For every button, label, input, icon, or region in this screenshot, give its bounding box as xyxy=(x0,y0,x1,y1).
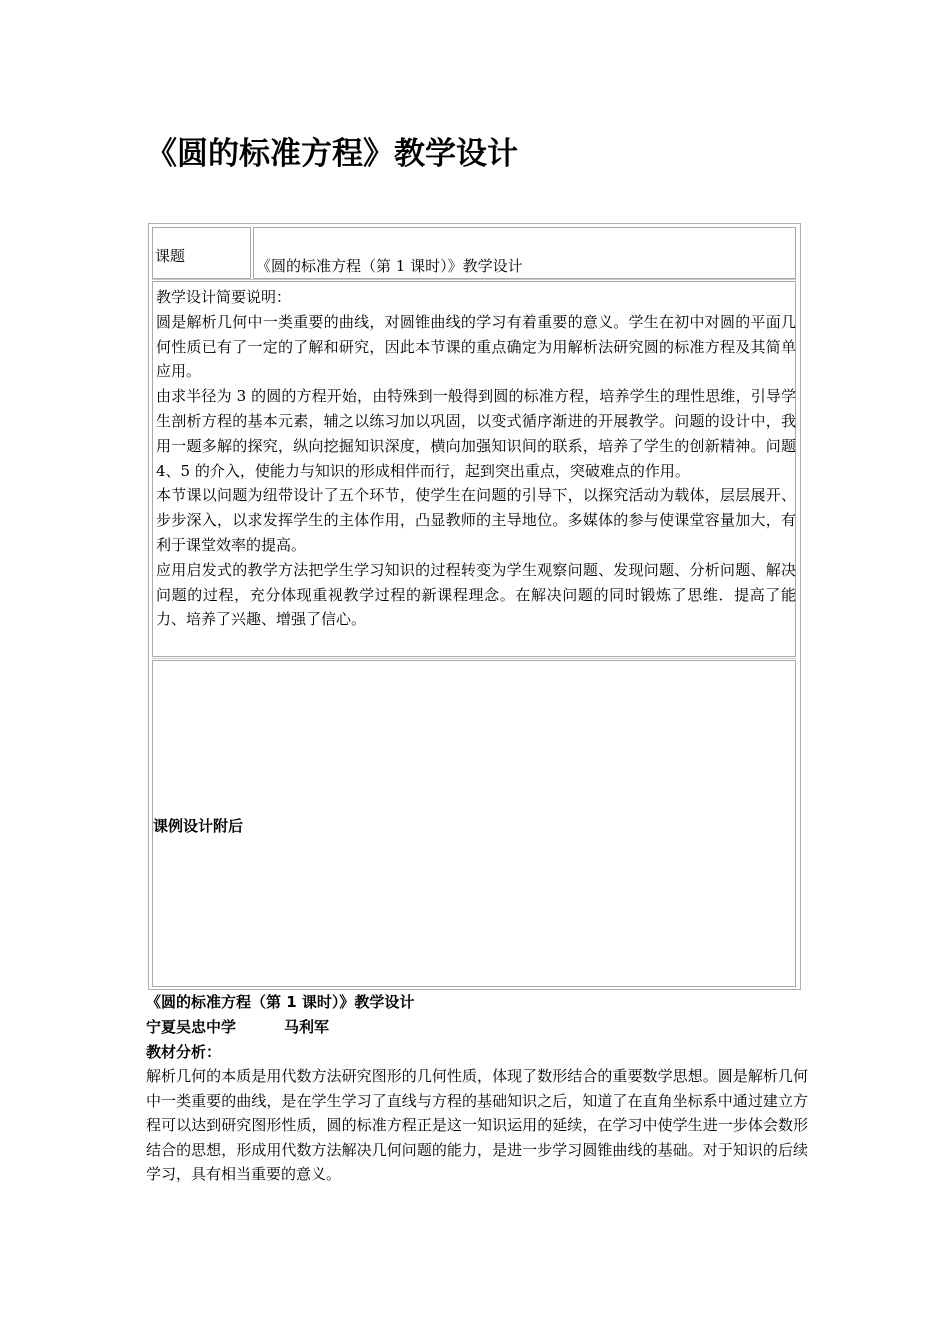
description-paragraph-3: 本节课以问题为纽带设计了五个环节，使学生在问题的引导下，以探究活动为载体，层层展开、步步深入，以求发挥学生的主体作用，凸显教师的主导地位。多媒体的参与使课堂容量加大，有利于课堂效率的提高。 xyxy=(156,486,796,554)
appendix-cell xyxy=(152,660,796,987)
analysis-text: 解析几何的本质是用代数方法研究图形的几何性质，体现了数形结合的重要数学思想。圆是解析几何中一类重要的曲线，是在学生学习了直线与方程的基础知识之后，知道了在直角坐标系中通过建立方程可以达到研究图形性质，圆的标准方程正是这一知识运用的延续，在学习中使学生进一步体会数形结合的思想，形成用代数方法解决几何问题的能力，是进一步学习圆锥曲线的基础。对于知识的后续学习，具有相当重要的意义。 xyxy=(146,1067,808,1184)
lesson-info-table xyxy=(148,223,801,990)
appendix-note: 课例设计附后 xyxy=(153,817,244,835)
topic-value: 《圆的标准方程（第 1 课时）》教学设计 xyxy=(256,257,523,275)
description-paragraph-2: 由求半径为 3 的圆的方程开始，由特殊到一般得到圆的标准方程，培养学生的理性思维，引导学生剖析方程的基本元素，辅之以练习加以巩固，以变式循序渐进的开展教学。问题的设计中，我用一题多解的探究，纵向挖掘知识深度，横向加强知识间的联系，培养了学生的创新精神。问题 4、5 的介入，使能力与知识的形成相伴而行，起到突出重点，突破难点的作用。 xyxy=(156,387,796,480)
description-paragraph-4: 应用启发式的教学方法把学生学习知识的过程转变为学生观察问题、发现问题、分析问题、解决问题的过程，充分体现重视教学过程的新课程理念。在解决问题的同时锻炼了思维．提高了能力、培养了兴趣、增强了信心。 xyxy=(156,560,796,629)
description-paragraph-1: 圆是解析几何中一类重要的曲线，对圆锥曲线的学习有着重要的意义。学生在初中对圆的平面几何性质已有了一定的了解和研究，因此本节课的重点确定为用解析法研究圆的标准方程及其简单应用。 xyxy=(156,312,796,381)
description-heading: 教学设计简要说明： xyxy=(156,288,292,306)
design-description-cell xyxy=(152,281,796,657)
teacher-name: 马利军 xyxy=(284,1018,330,1036)
analysis-heading: 教材分析： xyxy=(146,1043,222,1061)
school-name: 宁夏吴忠中学 xyxy=(146,1018,237,1036)
document-title: 《圆的标准方程》教学设计 xyxy=(146,136,518,172)
topic-label: 课题 xyxy=(155,247,186,265)
topic-value-cell xyxy=(253,227,796,279)
row-divider xyxy=(152,658,796,659)
topic-label-cell xyxy=(152,227,251,279)
design-description xyxy=(156,285,796,632)
lesson-title: 《圆的标准方程（第 1 课时）》教学设计 xyxy=(146,993,415,1011)
row-divider xyxy=(152,279,796,280)
author-line xyxy=(146,1015,329,1039)
